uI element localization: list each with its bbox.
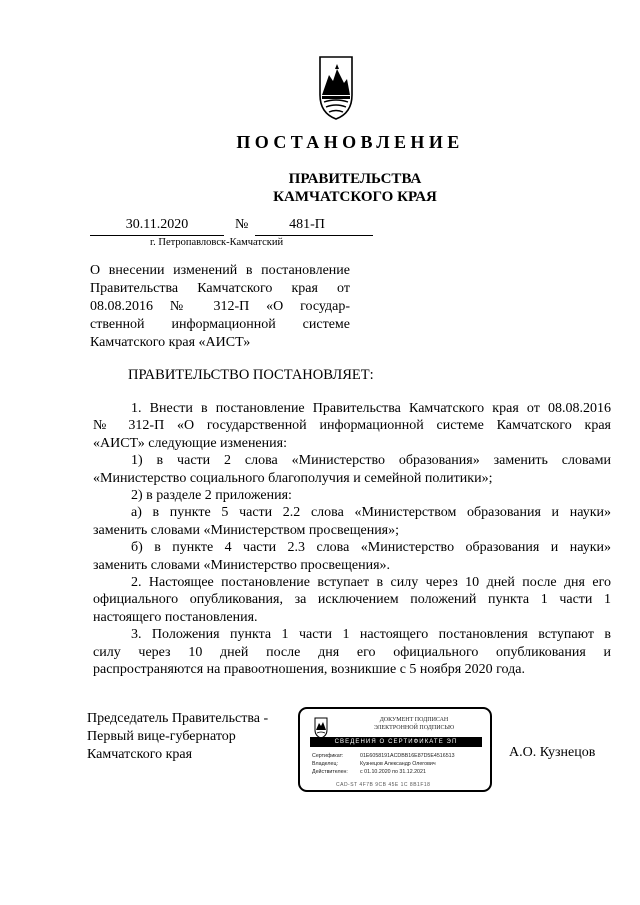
body-line: 1. Внести в постановление Правительства Камчатского края от 08.08.2016: [131, 401, 611, 416]
stamp-validity-row: [312, 769, 426, 776]
signer-position-line: Первый вице-губернатор: [87, 729, 236, 744]
kamchatka-emblem: [318, 55, 354, 121]
document-type-title: ПОСТАНОВЛЕНИЕ: [236, 132, 464, 152]
body-line: б) в пункте 4 части 2.3 слова «Министерство образования и науки»: [131, 540, 611, 556]
stamp-field-label: Сертификат:: [312, 753, 344, 759]
body-line: 3. Положения пункта 1 части 1 настоящего постановления вступают в: [131, 627, 611, 643]
body-line: «Министерство социального благополучия и семейной политики»;: [93, 470, 493, 486]
stamp-certificate-row: [312, 753, 455, 760]
date-underline: [90, 235, 224, 236]
document-body: [93, 400, 611, 679]
stamp-field-label: Владелец:: [312, 761, 338, 767]
stamp-certificate-bar: СВЕДЕНИЯ О СЕРТИФИКАТЕ ЭП: [310, 737, 482, 747]
number-underline: [255, 235, 373, 236]
signer-position: [87, 710, 268, 764]
stamp-field-value: с 01.10.2020 по 31.12.2021: [360, 769, 426, 775]
issuing-authority: [200, 170, 510, 206]
document-subject: [90, 262, 350, 352]
stamp-field-value: 01E6058191ACDBB16E87D5E4516513: [360, 753, 455, 759]
e-signature-stamp: [298, 707, 492, 792]
subject-line: Правительства Камчатского края от: [90, 281, 350, 296]
decree-heading: ПРАВИТЕЛЬСТВО ПОСТАНОВЛЯЕТ:: [128, 367, 374, 383]
body-line: заменить словами «Министерство просвещения».: [93, 557, 391, 573]
stamp-emblem-icon: [314, 717, 328, 739]
stamp-owner-row: [312, 761, 436, 768]
body-line: а) в пункте 5 части 2.2 слова «Министерством образования и науки»: [131, 505, 611, 521]
stamp-field-value: Кузнецов Александр Олегович: [360, 761, 436, 767]
body-line: распространяются на правоотношения, возникшие с 5 ноября 2020 года.: [93, 662, 525, 678]
body-line: 1) в части 2 слова «Министерство образования» заменить словами: [131, 453, 611, 469]
body-line: 2. Настоящее постановление вступает в силу через 10 дней после дня его: [131, 575, 611, 591]
body-line: официального опубликования, за исключением положений пункта 1 части 1: [93, 592, 611, 608]
subject-line: ственной информационной системе: [90, 317, 350, 332]
number-sign: №: [235, 217, 249, 232]
stamp-title-line: ДОКУМЕНТ ПОДПИСАН: [379, 717, 449, 723]
signer-position-line: Председатель Правительства -: [87, 711, 269, 726]
subject-line: 08.08.2016 № 312-П «О государ-: [90, 299, 350, 314]
body-line: силу через 10 дней после дня его официального опубликования и: [93, 644, 611, 660]
signer-name: А.О. Кузнецов: [509, 745, 596, 760]
stamp-code: CAD-ST 4F7B 9CB 45E 1C 8B1F18: [336, 782, 431, 788]
signer-position-line: Камчатского края: [87, 747, 193, 762]
body-line: «АИСТ» следующие изменения:: [93, 435, 287, 451]
subject-line: Камчатского края «АИСТ»: [90, 335, 251, 350]
document-number: 481-П: [289, 217, 325, 232]
body-line: 2) в разделе 2 приложения:: [131, 488, 292, 504]
body-line: заменить словами «Министерством просвещения»;: [93, 522, 400, 538]
subject-line: О внесении изменений в постановление: [90, 263, 350, 278]
stamp-field-label: Действителен:: [312, 769, 348, 775]
authority-line: ПРАВИТЕЛЬСТВА: [288, 171, 422, 187]
stamp-title: [340, 716, 488, 732]
city-of-issue: г. Петропавловск-Камчатский: [150, 237, 284, 248]
authority-line: КАМЧАТСКОГО КРАЯ: [273, 189, 437, 205]
document-date: 30.11.2020: [125, 217, 189, 232]
stamp-title-line: ЭЛЕКТРОННОЙ ПОДПИСЬЮ: [373, 725, 455, 731]
body-line: № 312-П «О государственной информационной системе Камчатского края: [93, 418, 611, 434]
body-line: настоящего постановления.: [93, 609, 258, 625]
